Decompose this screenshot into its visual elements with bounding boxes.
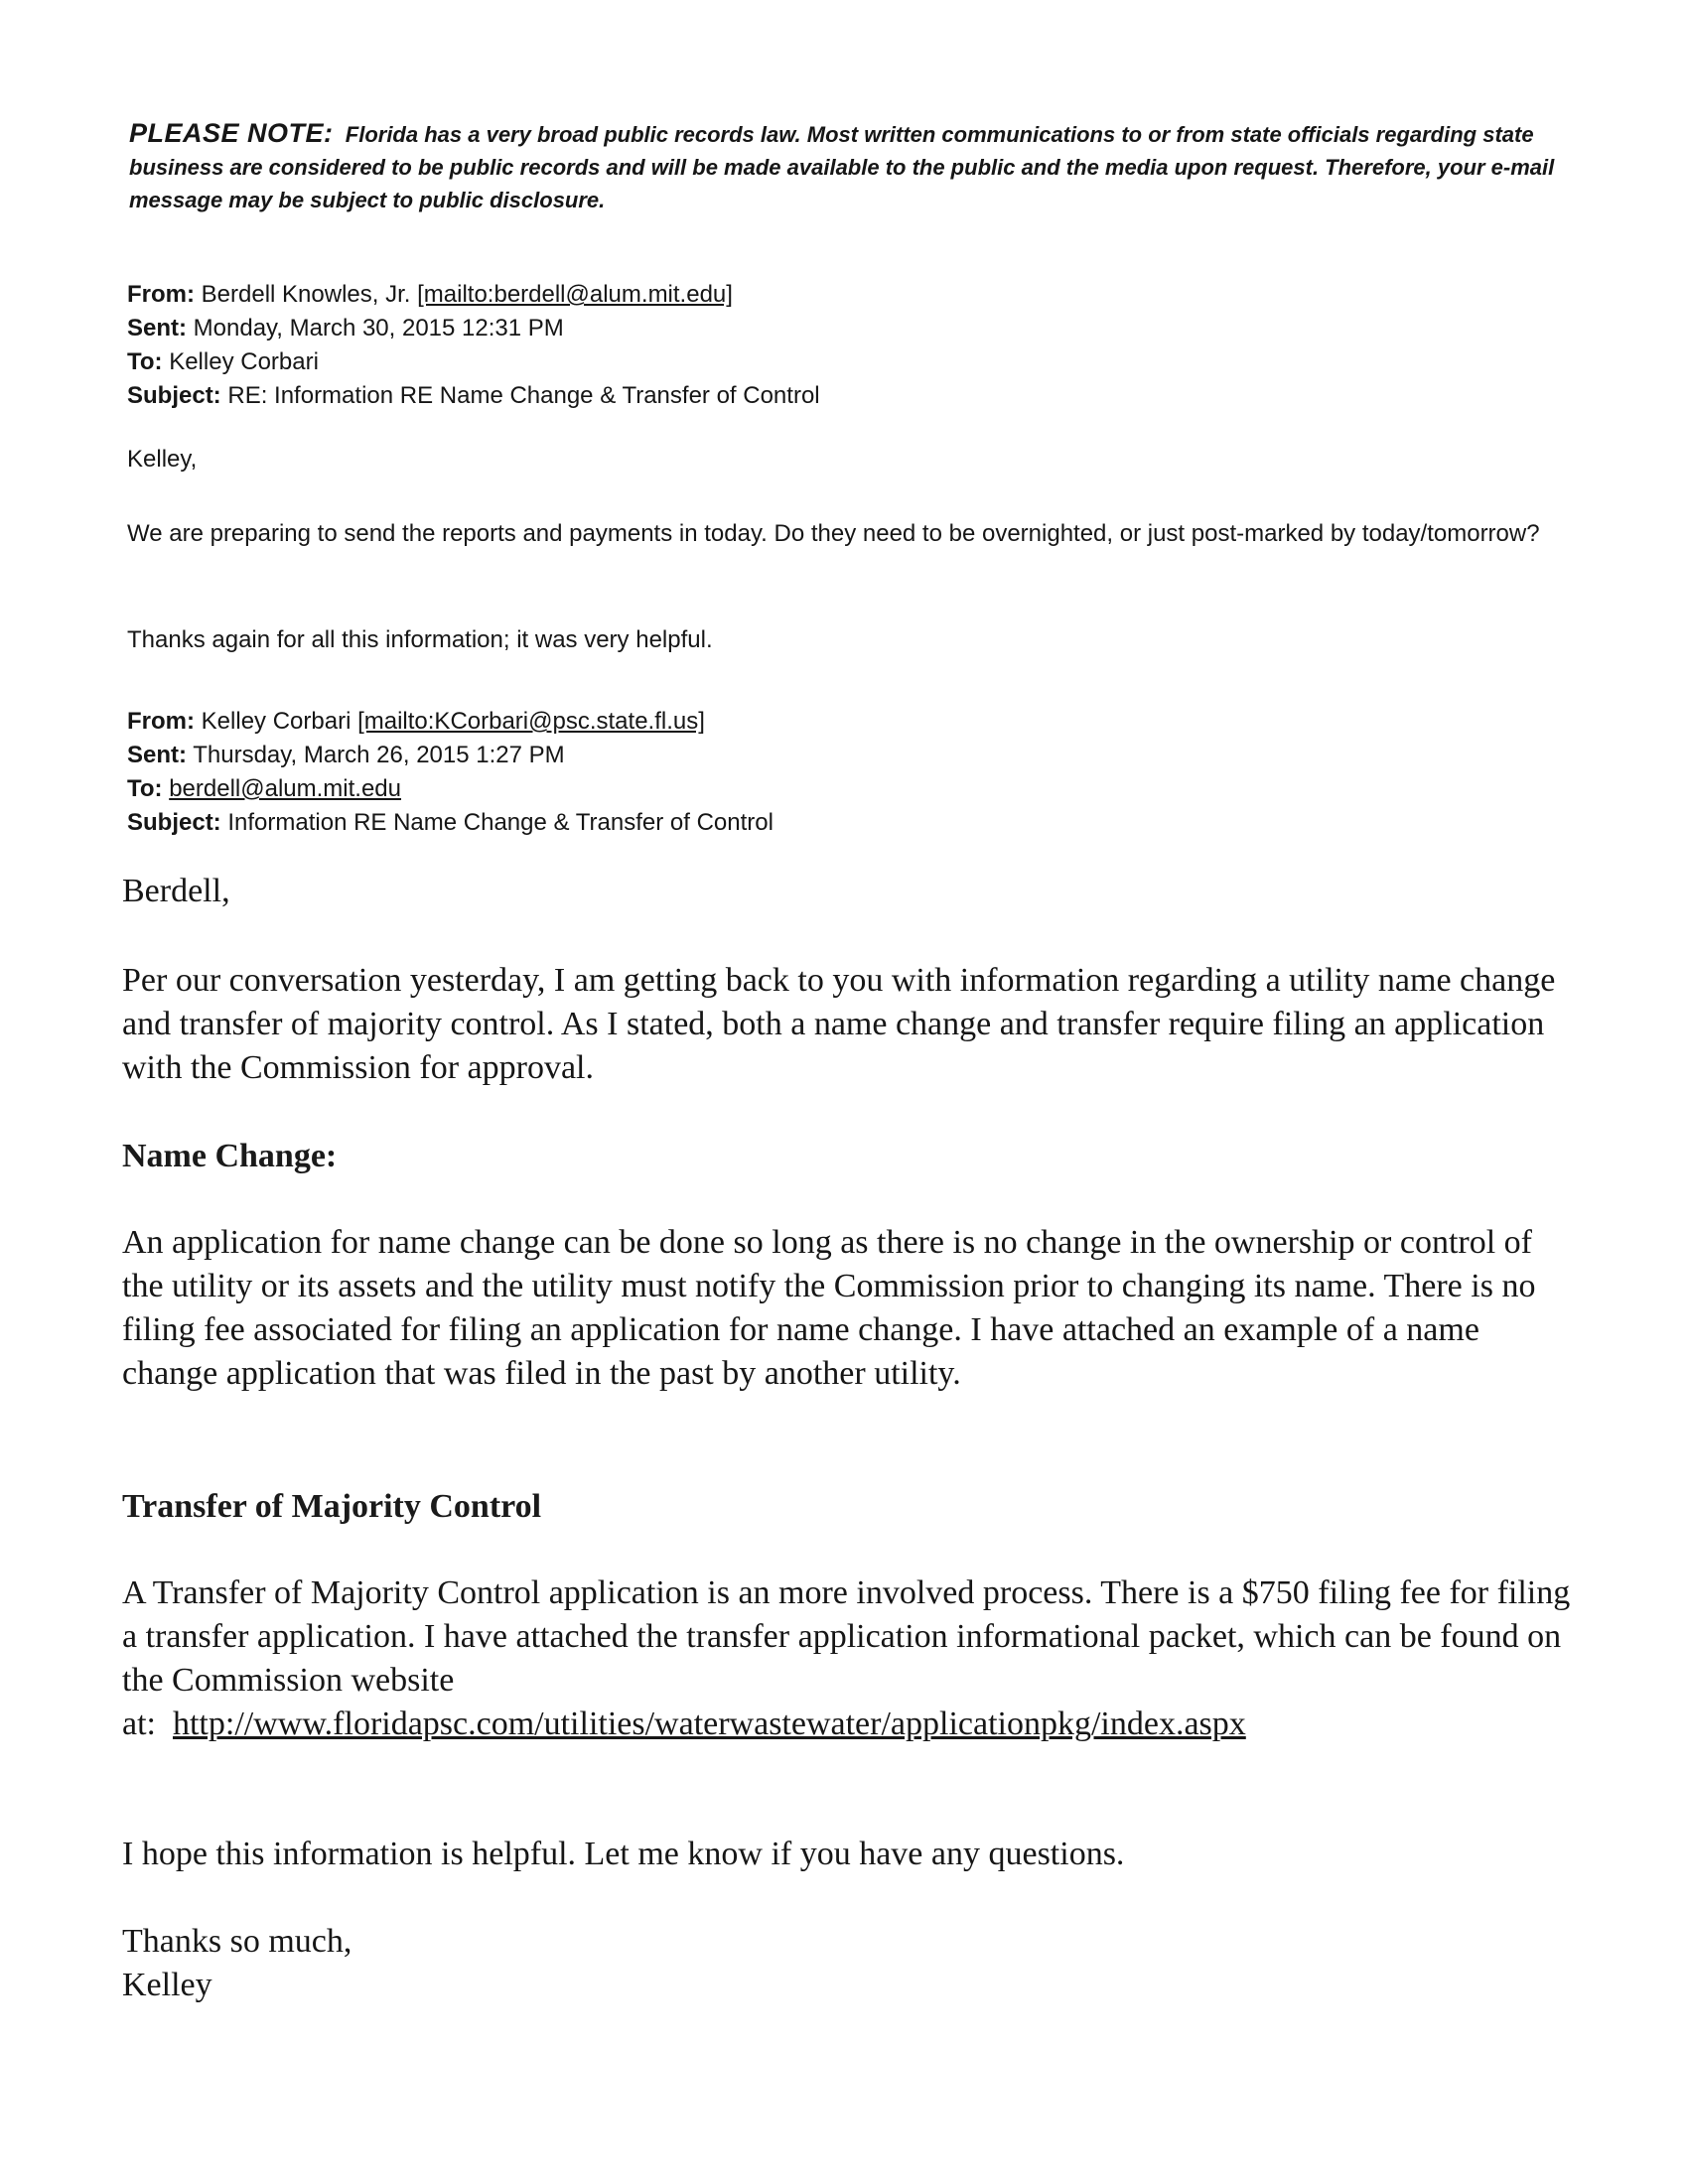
email2-header <box>127 705 1577 840</box>
subject-label: Subject: <box>127 809 221 836</box>
sent-date: Monday, March 30, 2015 12:31 PM <box>193 315 564 341</box>
email2-to-row <box>127 772 1577 806</box>
email2-salutation: Berdell, <box>122 873 230 909</box>
application-url-link[interactable]: http://www.floridapsc.com/utilities/waterwastewater/applicationpkg/index.aspx <box>172 1706 1246 1742</box>
sent-date: Thursday, March 26, 2015 1:27 PM <box>193 742 565 768</box>
to-name: Kelley Corbari <box>169 348 319 375</box>
email1-header <box>127 278 1577 413</box>
email2-from-row <box>127 705 1577 739</box>
url-line <box>122 1703 1592 1746</box>
name-change-paragraph: An application for name change can be done so long as there is no change in the ownership or control of the utility or its assets and the utility must notify the Commission prior to changing its name. There is no filing fee associated for filing an application for name change. I have attached an example of a name change application that was filed in the past by another utility. <box>122 1224 1536 1392</box>
subject-label: Subject: <box>127 382 221 409</box>
to-label: To: <box>127 348 163 375</box>
email1-thanks: Thanks again for all this information; it was very helpful. <box>127 626 713 653</box>
email1-from-row <box>127 278 1577 312</box>
signature: Kelley <box>122 1967 212 2003</box>
transfer-paragraph: A Transfer of Majority Control application is an more involved process. There is a $750 filing fee for filing a transfer application. I have attached the transfer application informational packet, which can be found on the Commission website <box>122 1574 1571 1699</box>
from-name: Kelley Corbari <box>201 708 352 735</box>
email1-subject-row <box>127 379 1577 413</box>
to-label: To: <box>127 775 163 802</box>
subject-text: RE: Information RE Name Change & Transfer of Control <box>227 382 820 409</box>
email1-to-row <box>127 345 1577 379</box>
subject-text: Information RE Name Change & Transfer of Control <box>227 809 774 836</box>
email2-intro: Per our conversation yesterday, I am getting back to you with information regarding a utility name change and transfer of majority control. As I stated, both a name change and transfer require filing an application with the Commission for approval. <box>122 962 1556 1086</box>
sent-label: Sent: <box>127 742 187 768</box>
from-name: Berdell Knowles, Jr. <box>201 281 411 308</box>
email1-sent-row <box>127 312 1577 345</box>
signoff: Thanks so much, <box>122 1923 352 1960</box>
email2-subject-row <box>127 806 1577 840</box>
from-mailto-link[interactable]: [mailto:KCorbari@psc.state.fl.us] <box>357 708 705 735</box>
public-records-notice <box>129 117 1579 216</box>
email1-salutation: Kelley, <box>127 446 198 473</box>
notice-text: Florida has a very broad public records law. Most written communications to or from state officials regarding state business are considered to be public records and will be made available to the public and the media upon request. Therefore, your e-mail message may be subject to public disclosure. <box>129 122 1555 212</box>
from-label: From: <box>127 708 195 735</box>
at-label: at: <box>122 1706 156 1742</box>
from-mailto-link[interactable]: [mailto:berdell@alum.mit.edu] <box>417 281 733 308</box>
closing-line: I hope this information is helpful. Let me know if you have any questions. <box>122 1836 1125 1872</box>
notice-lead: PLEASE NOTE: <box>129 118 334 148</box>
from-label: From: <box>127 281 195 308</box>
to-email-link[interactable]: berdell@alum.mit.edu <box>169 775 402 802</box>
sent-label: Sent: <box>127 315 187 341</box>
email1-paragraph: We are preparing to send the reports and payments in today. Do they need to be overnighted, or just post-marked by today/tomorrow? <box>127 520 1540 547</box>
transfer-heading: Transfer of Majority Control <box>122 1488 542 1525</box>
name-change-heading: Name Change: <box>122 1138 338 1174</box>
email2-sent-row <box>127 739 1577 772</box>
